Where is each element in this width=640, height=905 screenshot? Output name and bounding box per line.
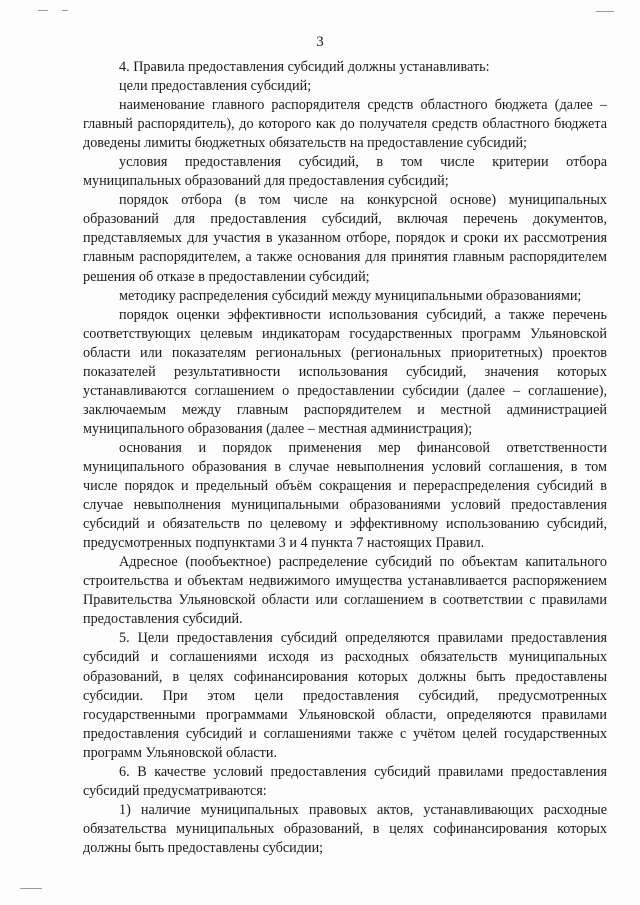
scan-artifact [596, 11, 614, 12]
paragraph-item-5: 5. Цели предоставления субсидий определяются правилами предоставления субсидий и соглашениями исходя из расходных обязательств муниципальных образований, в целях софинансирования которых должны быть предоставлены субсидии. При этом цели предоставления субсидий, предусмотренных государственными программами Ульяновской области, определяются правилами предоставления субсидий и соглашениями также с учётом целей государственных программ Ульяновской области. [83, 630, 607, 761]
paragraph-selection-procedure: порядок отбора (в том числе на конкурсной основе) муниципальных образований для предоставления субсидий, включая перечень документов, представляемых для участия в указанном отборе, порядок и сроки их рассмотрения главным распорядителем, а также основания для принятия главным распорядителем решения об отказе в предоставлении субсидий; [83, 192, 607, 285]
page-number: 3 [316, 34, 324, 50]
document-body [83, 58, 607, 858]
paragraph-financial-liability: основания и порядок применения мер финансовой ответственности муниципального образования в случае невыполнения условий соглашения, в том числе порядок и предельный объём сокращения и перераспределения субсидий в случае невыполнения муниципальными образованиями условий предоставления субсидий и обязательств по целевому и эффективному использованию субсидий, предусмотренных подпунктами 3 и 4 пункта 7 настоящих Правил. [83, 439, 607, 552]
paragraph-item-6-sub-1: 1) наличие муниципальных правовых актов, устанавливающих расходные обязательства муниципальных образований, в целях софинансирования которых должны быть предоставлены субсидии; [83, 801, 607, 856]
paragraph-goals: цели предоставления субсидий; [119, 78, 312, 95]
paragraph-item-4-intro: 4. Правила предоставления субсидий должны устанавливать: [119, 59, 490, 75]
paragraph-conditions: условия предоставления субсидий, в том числе критерии отбора муниципальных образований для предоставления субсидий; [83, 154, 607, 190]
scan-artifact [20, 888, 42, 889]
paragraph-item-6: 6. В качестве условий предоставления субсидий правилами предоставления субсидий предусматриваются: [83, 763, 607, 799]
paragraph-chief-distributor: наименование главного распорядителя средств областного бюджета (далее – главный распорядитель), до которого как до получателя средств областного бюджета доведены лимиты бюджетных обязательств на предоставление субсидий; [83, 97, 607, 152]
paragraph-efficiency-assessment: порядок оценки эффективности использования субсидий, а также перечень соответствующих целевым индикаторам государственных программ Ульяновской области или показателям региональных (региональных приоритетных) проектов показателей результативности использования субсидий, значения которых устанавливаются соглашением о предоставлении субсидии (далее – соглашение), заключаемым между главным распорядителем и местной администрацией муниципального образования (далее – местная администрация); [83, 306, 607, 437]
paragraph-address-distribution: Адресное (пообъектное) распределение субсидий по объектам капитального строительства и объектам недвижимого имущества устанавливается распоряжением Правительства Ульяновской области или соглашением в соответствии с правилами предоставления субсидий. [83, 554, 607, 628]
scan-artifact [38, 10, 48, 11]
paragraph-distribution-method: методику распределения субсидий между муниципальными образованиями; [119, 287, 582, 304]
scan-artifact [62, 10, 68, 11]
